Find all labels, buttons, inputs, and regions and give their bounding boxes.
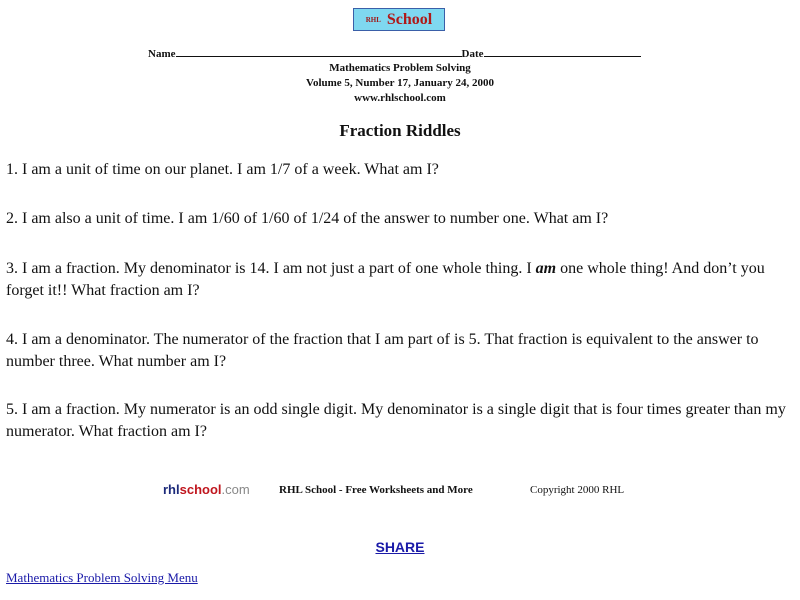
share-link[interactable]: SHARE bbox=[375, 539, 425, 555]
brand-com: .com bbox=[221, 482, 250, 497]
rhl-school-logo bbox=[353, 8, 445, 31]
name-blank bbox=[176, 46, 462, 57]
q3-text: 3. I am a fraction. My denominator is 14. I am not just a part of one whole thing. I bbox=[6, 260, 536, 277]
name-date-line bbox=[148, 46, 641, 60]
q3-text-end: one whole thing! And don’t you forget it!! What fraction am I? bbox=[6, 260, 765, 299]
issue: Volume 5, Number 17, January 24, 2000 bbox=[306, 77, 494, 89]
rhlschool-brand bbox=[163, 482, 250, 497]
brand-school: school bbox=[179, 482, 222, 497]
logo-big-text: School bbox=[386, 10, 433, 28]
question-3 bbox=[6, 258, 796, 302]
logo-small-text: RHL bbox=[365, 15, 381, 24]
subject: Mathematics Problem Solving bbox=[329, 62, 471, 74]
date-label: Date bbox=[461, 48, 484, 60]
copyright: Copyright 2000 RHL bbox=[530, 484, 625, 496]
page-title: Fraction Riddles bbox=[339, 121, 461, 140]
question-1: 1. I am a unit of time on our planet. I am 1/7 of a week. What am I? bbox=[6, 161, 439, 178]
question-5: 5. I am a fraction. My numerator is an odd single digit. My denominator is a single digit that is four times greater than my numerator. What fraction am I? bbox=[6, 401, 786, 440]
question-4: 4. I am a denominator. The numerator of the fraction that I am part of is 5. That fraction is equivalent to the answer to number three. What number am I? bbox=[6, 331, 759, 370]
footer-tagline: RHL School - Free Worksheets and More bbox=[279, 484, 473, 496]
brand-rhl: rhl bbox=[163, 482, 180, 497]
website: www.rhlschool.com bbox=[354, 92, 446, 104]
date-blank bbox=[484, 46, 641, 57]
q3-emphasis: am bbox=[535, 260, 557, 277]
question-2: 2. I am also a unit of time. I am 1/60 of 1/60 of 1/24 of the answer to number one. What am I? bbox=[6, 210, 609, 227]
name-label: Name bbox=[148, 48, 176, 60]
menu-link[interactable]: Mathematics Problem Solving Menu bbox=[6, 570, 198, 585]
